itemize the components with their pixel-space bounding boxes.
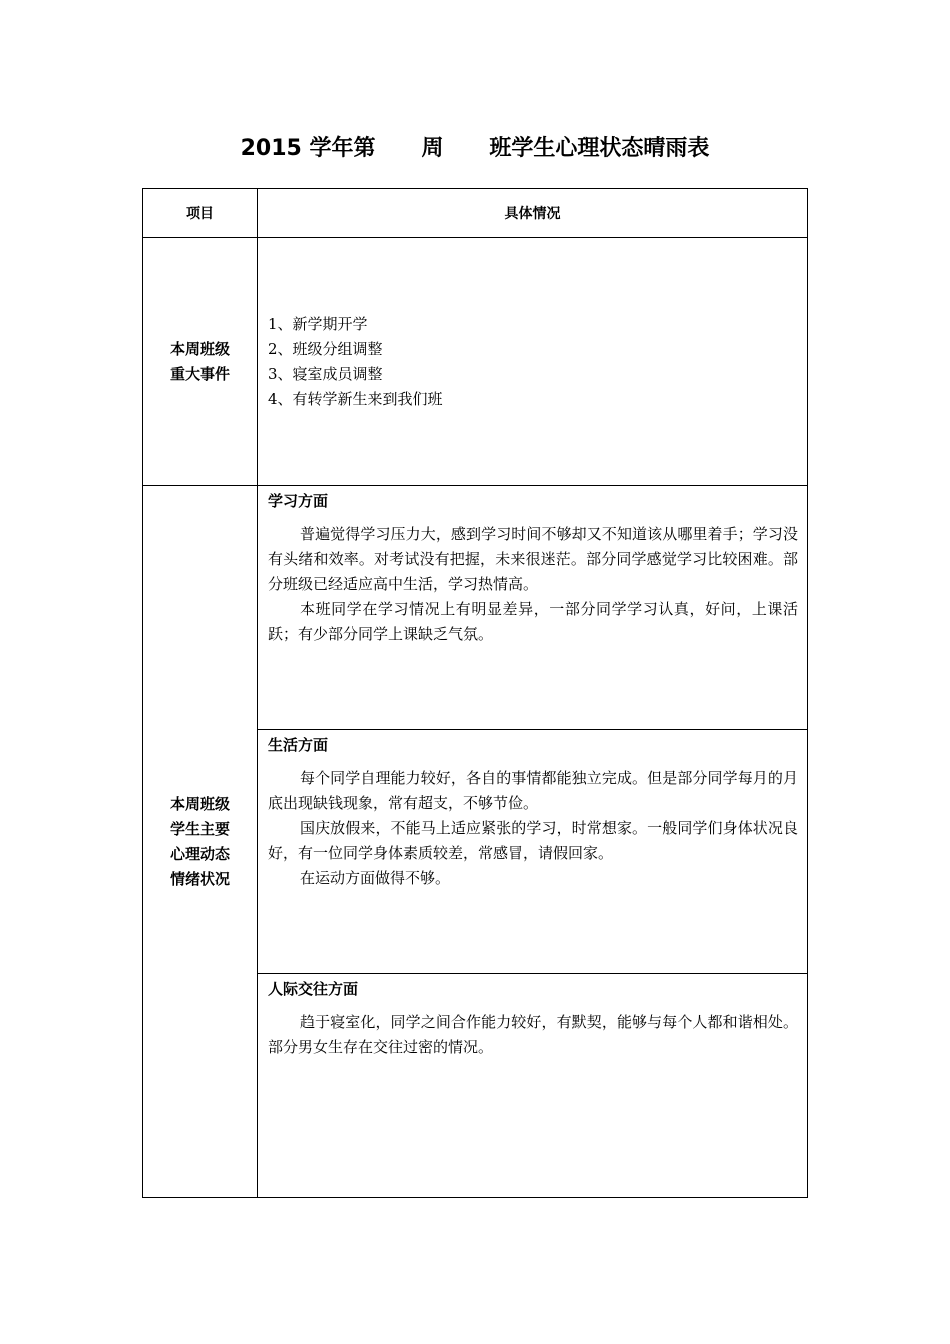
social-section: [258, 974, 808, 1198]
table-header-row: [143, 189, 808, 238]
mood-label-line: 学生主要: [169, 819, 230, 838]
mood-label: [143, 486, 258, 1198]
header-detail: 具体情况: [258, 189, 808, 238]
section-paragraph: 每个同学自理能力较好，各自的事情都能独立完成。但是部分同学每月的月底出现缺钱现象，常有超支，不够节俭。: [268, 769, 798, 812]
event-item: 4、有转学新生来到我们班: [268, 389, 443, 408]
event-item: 2、班级分组调整: [268, 339, 383, 358]
mood-label-line: 心理动态: [169, 844, 230, 863]
section-paragraph: 本班同学在学习情况上有明显差异，一部分同学学习认真，好问，上课活跃；有少部分同学上课缺乏气氛。: [268, 600, 798, 643]
section-title: 生活方面: [268, 736, 329, 754]
page-title: 2015 学年第 周 班学生心理状态晴雨表: [240, 136, 710, 161]
events-label-line: 本周班级: [169, 339, 230, 358]
events-list: [258, 238, 808, 486]
study-row: [143, 486, 808, 730]
event-item: 1、新学期开学: [268, 314, 368, 333]
section-title: 学习方面: [268, 492, 329, 510]
event-item: 3、寝室成员调整: [268, 364, 383, 383]
events-label-line: 重大事件: [169, 364, 230, 383]
mood-label-line: 本周班级: [169, 794, 230, 813]
section-title: 人际交往方面: [268, 980, 359, 998]
section-paragraph: 普遍觉得学习压力大，感到学习时间不够却又不知道该从哪里着手；学习没有头绪和效率。对考试没有把握，未来很迷茫。部分同学感觉学习比较困难。部分班级已经适应高中生活，学习热情高。: [268, 525, 798, 593]
section-paragraph: 趋于寝室化，同学之间合作能力较好，有默契，能够与每个人都和谐相处。部分男女生存在交往过密的情况。: [268, 1013, 798, 1056]
section-paragraph: 国庆放假来，不能马上适应紧张的学习，时常想家。一般同学们身体状况良好，有一位同学身体素质较差，常感冒，请假回家。: [268, 819, 798, 862]
mood-label-line: 情绪状况: [169, 869, 230, 888]
study-section: [258, 486, 808, 730]
events-label: [143, 238, 258, 486]
life-section: [258, 730, 808, 974]
mood-report-table: [142, 188, 808, 1198]
section-paragraph: 在运动方面做得不够。: [300, 869, 451, 887]
header-item: 项目: [143, 189, 258, 238]
events-row: [143, 238, 808, 486]
